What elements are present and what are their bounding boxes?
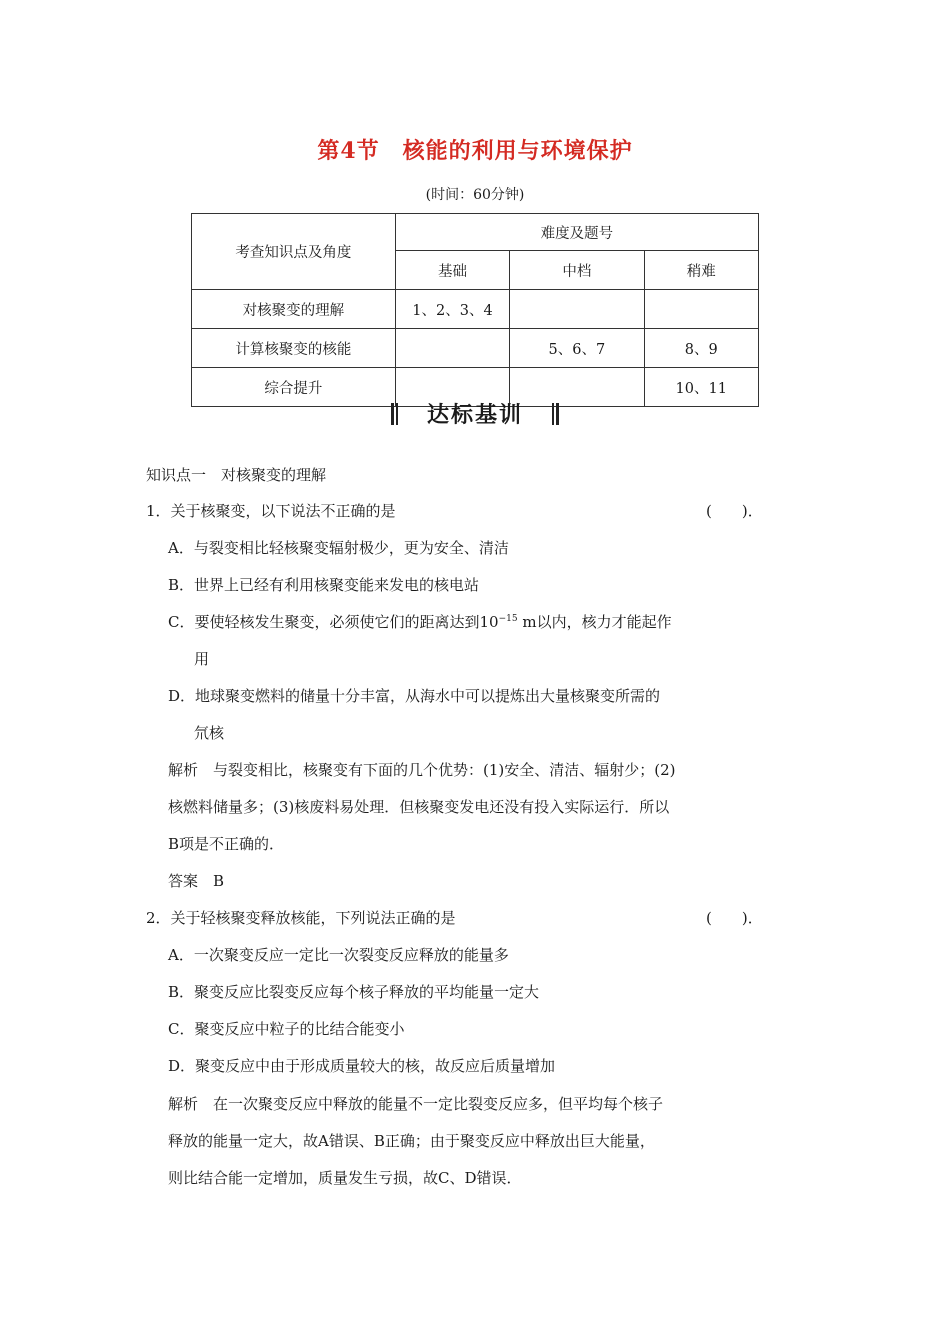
q2-option-d: D．聚变反应中由于形成质量较大的核，故反应后质量增加 [168,1057,556,1075]
q1-option-c [168,612,672,632]
level-hard-header: 稍难 [644,251,759,290]
time-limit: (时间：60分钟) [425,187,525,203]
q1-analysis-line-2: 核燃料储量多；(3)核废料易处理．但核聚变发电还没有投入实际运行．所以 [168,798,670,816]
q1-option-c-text: C．要使轻核发生聚变，必须使它们的距离达到10 [168,613,499,631]
page-title: 第4节 核能的利用与环境保护 [317,138,633,164]
q2-analysis-line-2: 释放的能量一定大，故A错误、B正确；由于聚变反应中释放出巨大能量， [168,1132,655,1150]
row-hard: 8、9 [644,329,759,368]
row-topic: 对核聚变的理解 [192,290,396,329]
q2-option-a: A．一次聚变反应一定比一次裂变反应释放的能量多 [168,946,509,964]
table-row [192,329,759,368]
q2-analysis-line-3: 则比结合能一定增加，质量发生亏损，故C、D错误． [168,1169,522,1187]
banner-bar-right [556,403,559,425]
banner-bar-right-thin [552,403,554,425]
q2-answer-bracket: ( )． [706,909,763,927]
table-group-header: 难度及题号 [395,214,758,251]
section-banner [0,398,950,429]
q2-stem: 2．关于轻核聚变释放核能，下列说法正确的是 [146,909,456,927]
level-basic-header: 基础 [395,251,509,290]
row-medium [510,290,644,329]
banner-bar-left-thin [396,403,398,425]
q2-analysis: 解析 在一次聚变反应中释放的能量不一定比裂变反应多，但平均每个核子 [168,1095,664,1113]
row-hard: 10、11 [644,368,759,407]
row-basic: 1、2、3、4 [395,290,509,329]
table-corner-header: 考查知识点及角度 [192,214,396,290]
q2-option-b: B．聚变反应比裂变反应每个核子释放的平均能量一定大 [168,983,540,1001]
q1-answer: 答案 B [168,872,225,890]
q1-analysis: 解析 与裂变相比，核聚变有下面的几个优势：(1)安全、清洁、辐射少；(2) [168,761,676,779]
knowledge-point-heading: 知识点一 对核聚变的理解 [146,466,327,484]
q2-option-c: C．聚变反应中粒子的比结合能变小 [168,1020,405,1038]
q1-option-b: B．世界上已经有利用核聚变能来发电的核电站 [168,576,480,594]
q1-analysis-line-3: B项是不正确的． [168,835,285,853]
level-medium-header: 中档 [510,251,644,290]
banner-bar-left [391,403,394,425]
row-basic [395,329,509,368]
knowledge-table [191,213,759,407]
row-medium: 5、6、7 [510,329,644,368]
row-hard [644,290,759,329]
q1-answer-bracket: ( )． [706,502,763,520]
q1-option-c-exponent: −15 [498,614,518,624]
q1-stem: 1．关于核聚变，以下说法不正确的是 [146,502,396,520]
q1-option-a: A．与裂变相比轻核聚变辐射极少，更为安全、清洁 [168,539,509,557]
banner-text: 达标基训 [426,403,523,428]
row-topic: 计算核聚变的核能 [192,329,396,368]
q1-option-c-text-end: m以内，核力才能起作 [517,613,672,631]
row-topic: 综合提升 [192,368,396,407]
q1-option-d: D．地球聚变燃料的储量十分丰富，从海水中可以提炼出大量核聚变所需的 [168,687,661,705]
q1-option-d-continued: 氘核 [194,724,225,742]
table-row [192,290,759,329]
q1-option-c-continued: 用 [194,650,210,668]
